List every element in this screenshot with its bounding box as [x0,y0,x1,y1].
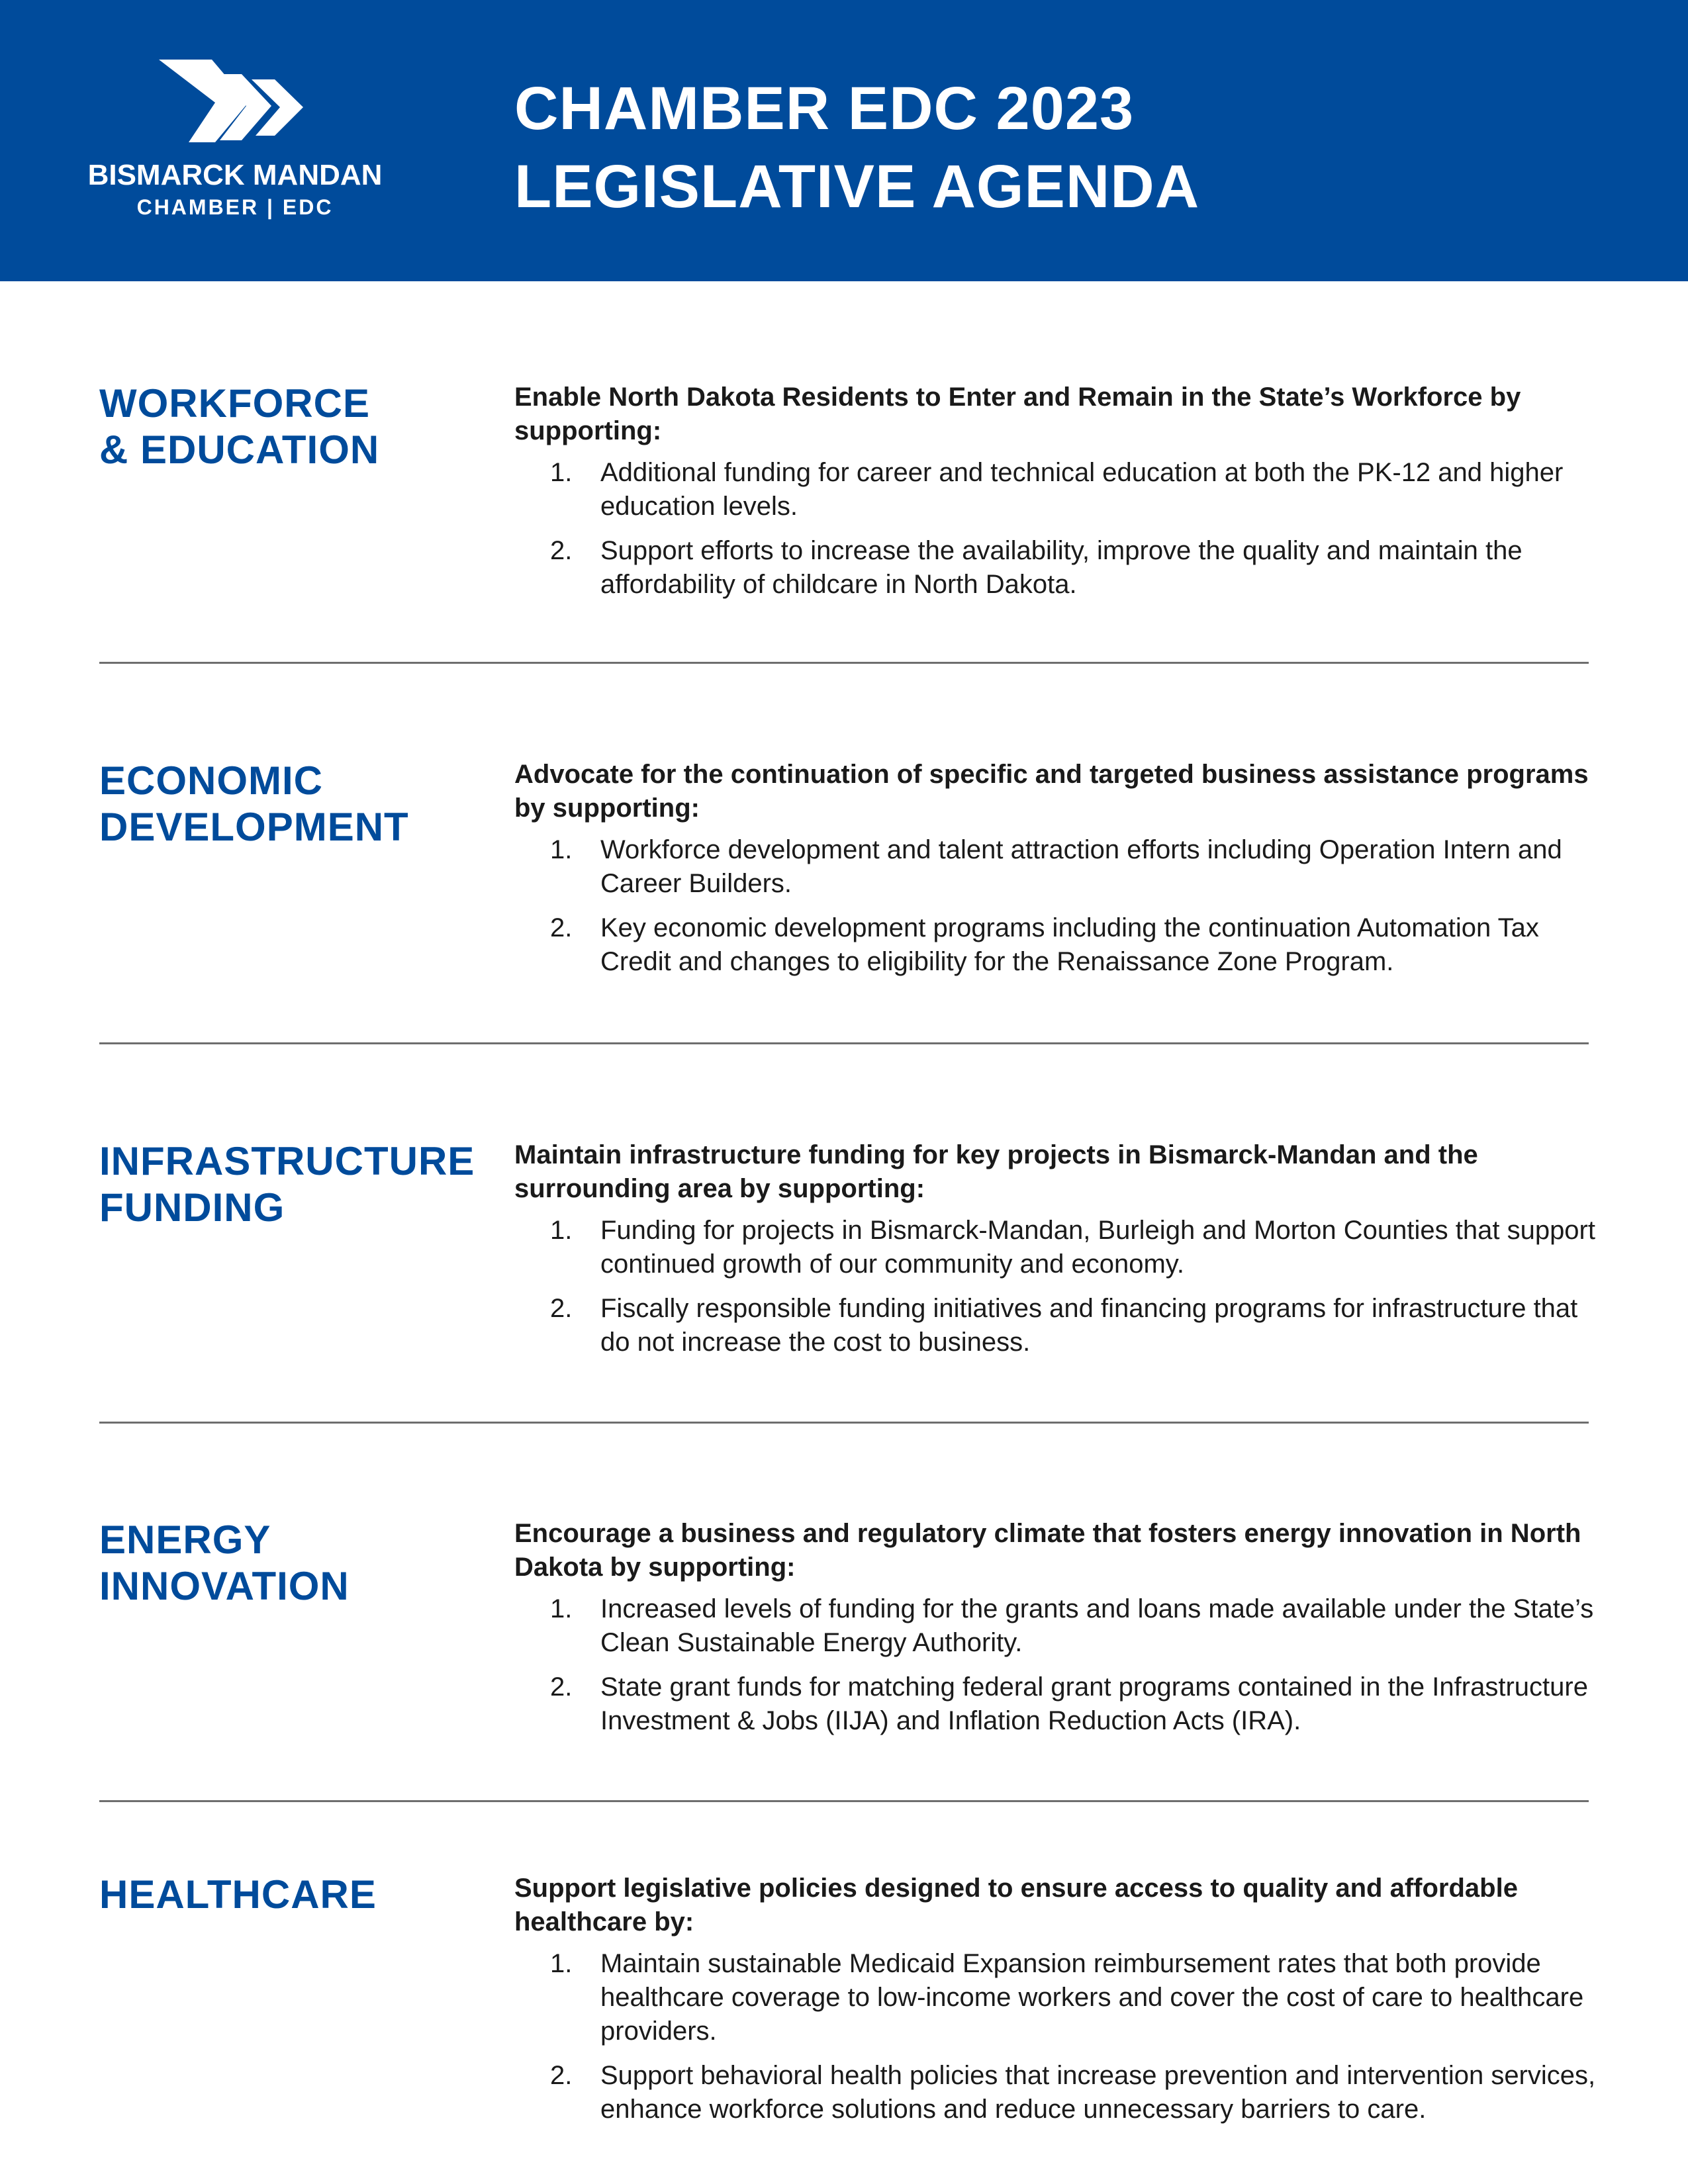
section-title-line1: ENERGY [99,1518,271,1562]
list-item [514,1214,1600,1281]
list-item-text: State grant funds for matching federal grant programs contained in the Infrastructure Investment & Jobs (IIJA) and Inflation Reduction Acts (IRA). [600,1672,1588,1735]
section-divider [99,1422,1589,1424]
list-item [514,911,1600,979]
list-item [514,456,1600,523]
list-item [514,1947,1600,2048]
list-item-number: 1. [550,1216,573,1245]
chamber-logo [79,60,391,225]
list-item [514,1592,1600,1660]
list-item-number: 2. [550,1672,573,1702]
section-body [514,1517,1600,1749]
section-body [514,1872,1600,2137]
section-title [99,381,496,473]
list-item-text: Funding for projects in Bismarck-Mandan, Burleigh and Morton Counties that support continued growth of our community and economy. [600,1216,1595,1279]
section-body [514,381,1600,612]
list-item-text: Support behavioral health policies that increase prevention and intervention services, enhance workforce solutions and reduce unnecessary barriers to care. [600,2061,1596,2124]
section-divider [99,1800,1589,1802]
section-body [514,1138,1600,1370]
list-item-number: 2. [550,2061,573,2090]
section-divider [99,1042,1589,1044]
section-title [99,1872,496,1918]
section-list [514,1214,1600,1359]
list-item-text: Workforce development and talent attraction efforts including Operation Intern and Career Builders. [600,835,1562,898]
section-title-line1: HEALTHCARE [99,1872,377,1917]
section-lead: Enable North Dakota Residents to Enter and Remain in the State’s Workforce by supporting: [514,383,1521,445]
section-title [99,1138,496,1231]
list-item [514,534,1600,602]
section-title-line2: FUNDING [99,1185,285,1230]
section-title-line2: DEVELOPMENT [99,805,409,849]
chevron-arrows-icon [159,60,318,152]
list-item-text: Key economic development programs including the continuation Automation Tax Credit and changes to eligibility for the Renaissance Zone Program. [600,913,1539,976]
list-item-text: Increased levels of funding for the grants and loans made available under the State’s Clean Sustainable Energy Authority. [600,1594,1594,1657]
list-item-number: 1. [550,835,573,864]
section-list [514,1592,1600,1738]
logo-subtitle: CHAMBER | EDC [136,195,334,219]
section-lead: Encourage a business and regulatory climate that fosters energy innovation in North Dakota by supporting: [514,1519,1581,1582]
list-item-number: 2. [550,913,573,942]
section-divider [99,662,1589,664]
section-lead: Maintain infrastructure funding for key projects in Bismarck-Mandan and the surrounding area by supporting: [514,1140,1478,1203]
section-title-line2: & EDUCATION [99,428,380,472]
section-title-line1: ECONOMIC [99,758,323,803]
page-title [514,69,1199,226]
section-title [99,1517,496,1610]
section-title-line2: INNOVATION [99,1564,350,1608]
list-item-number: 1. [550,458,573,487]
list-item [514,1670,1600,1738]
list-item-text: Maintain sustainable Medicaid Expansion reimbursement rates that both provide healthcare coverage to low-income workers and cover the cost of care to healthcare providers. [600,1949,1584,2046]
section-lead: Support legislative policies designed to ensure access to quality and affordable healthcare by: [514,1874,1518,1936]
page-header [0,0,1688,281]
list-item-number: 2. [550,1294,573,1323]
section-lead: Advocate for the continuation of specific and targeted business assistance programs by supporting: [514,760,1589,823]
page-title-line1: CHAMBER EDC 2023 [514,75,1135,142]
list-item [514,1292,1600,1359]
list-item-text: Fiscally responsible funding initiatives and financing programs for infrastructure that do not increase the cost to business. [600,1294,1578,1357]
page-title-line2: LEGISLATIVE AGENDA [514,153,1200,220]
section-title [99,758,496,850]
list-item-text: Additional funding for career and technical education at both the PK-12 and higher education levels. [600,458,1564,521]
logo-name: BISMARCK MANDAN [87,159,383,191]
list-item-number: 2. [550,536,573,565]
list-item-text: Support efforts to increase the availability, improve the quality and maintain the affordability of childcare in North Dakota. [600,536,1523,599]
section-title-line1: WORKFORCE [99,381,370,426]
section-list [514,833,1600,979]
list-item-number: 1. [550,1949,573,1978]
section-body [514,758,1600,989]
list-item [514,833,1600,901]
list-item [514,2059,1600,2126]
section-list [514,1947,1600,2126]
list-item-number: 1. [550,1594,573,1623]
section-title-line1: INFRASTRUCTURE [99,1139,475,1183]
section-list [514,456,1600,602]
